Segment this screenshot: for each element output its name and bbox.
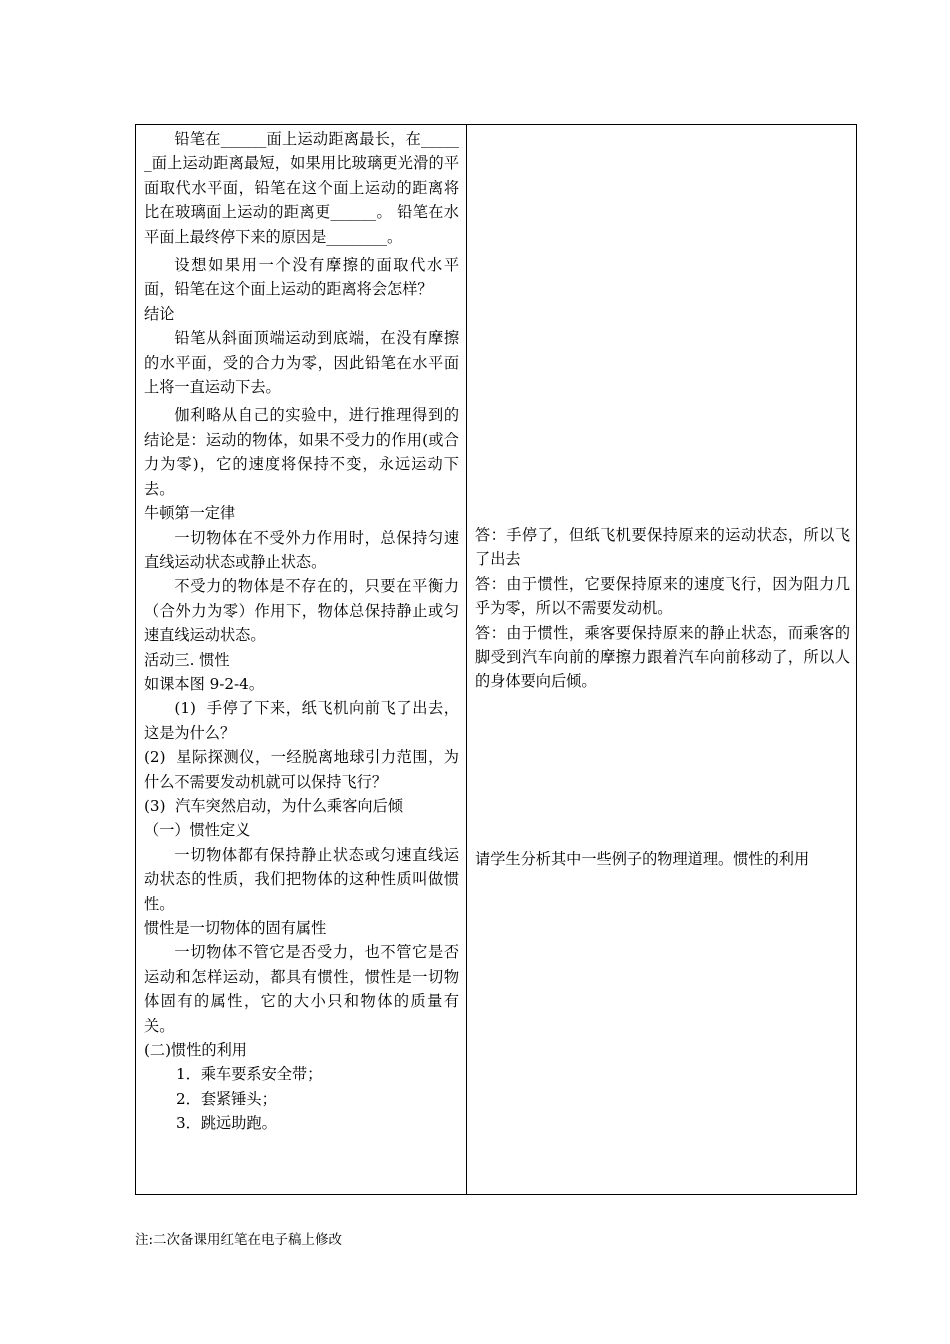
list-item: 3．跳远助跑。: [176, 1114, 277, 1133]
question-three: (3) 汽车突然启动，为什么乘客向后倾: [144, 796, 403, 815]
heading-inertia-definition: （一）惯性定义: [144, 821, 251, 840]
heading-conclusion: 结论: [144, 304, 175, 323]
newton-law-paragraph: 一切物体在不受外力作用时，总保持匀速直线运动状态或静止状态。: [144, 528, 459, 571]
question-paragraph: 设想如果用一个没有摩擦的面取代水平面，铅笔在这个面上运动的距离将会怎样？: [144, 256, 459, 299]
fill-blank-paragraph: 铅笔在______面上运动距离最长，在______面上运动距离最短，如果用比玻璃更光滑的平面取代水平面，铅笔在这个面上运动的距离将比在玻璃面上运动的距离更______。 铅笔在水平面上最终停下来的原因是________。: [144, 130, 459, 246]
heading-inertia-use: (二)惯性的利用: [144, 1041, 247, 1060]
right-column: [467, 125, 856, 1194]
teacher-note: 请学生分析其中一些例子的物理道理。惯性的利用: [475, 850, 810, 868]
heading-activity-three: 活动三. 惯性: [144, 650, 230, 669]
balance-force-paragraph: 不受力的物体是不存在的，只要在平衡力（合外力为零）作用下，物体总保持静止或匀速直线运动状态。: [144, 577, 459, 645]
answer-three: 答：由于惯性，乘客要保持原来的静止状态，而乘客的脚受到汽车向前的摩擦力跟着汽车向前移动了，所以人的身体要向后倾。: [475, 623, 850, 691]
inertia-definition-paragraph: 一切物体都有保持静止状态或匀速直线运动状态的性质，我们把物体的这种性质叫做惯性。: [144, 845, 459, 913]
answer-one: 答：手停了，但纸飞机要保持原来的运动状态，所以飞了出去: [475, 526, 850, 569]
teacher-note-block: [475, 847, 850, 871]
lesson-table: [135, 124, 857, 1195]
heading-inertia-property: 惯性是一切物体的固有属性: [144, 919, 327, 937]
answer-two: 答：由于惯性，它要保持原来的速度飞行，因为阻力几乎为零，所以不需要发动机。: [475, 574, 850, 618]
question-one: (1) 手停了下来，纸飞机向前飞了出去，这是为什么？: [144, 699, 459, 742]
conclusion-paragraph: 铅笔从斜面顶端运动到底端，在没有摩擦的水平面，受的合力为零，因此铅笔在水平面上将一直运动下去。: [144, 329, 459, 397]
left-column: [136, 125, 467, 1194]
answers-block: [475, 523, 850, 694]
question-two: (2) 星际探测仪，一经脱离地球引力范围，为什么不需要发动机就可以保持飞行？: [144, 748, 459, 791]
heading-newton-first-law: 牛顿第一定律: [144, 504, 236, 523]
inertia-property-paragraph: 一切物体不管它是否受力，也不管它是否运动和怎样运动，都具有惯性，惯性是一切物体固有的属性，它的大小只和物体的质量有关。: [144, 943, 459, 1035]
figure-reference: 如课本图 9-2-4。: [144, 674, 265, 693]
footer-note: 注:二次备课用红笔在电子稿上修改: [135, 1232, 343, 1248]
list-item: 1．乘车要系安全带；: [176, 1065, 323, 1084]
list-item: 2．套紧锤头；: [176, 1089, 277, 1108]
galileo-paragraph: 伽利略从自己的实验中，进行推理得到的结论是：运动的物体，如果不受力的作用(或合力为零)，它的速度将保持不变，永远运动下去。: [144, 406, 459, 498]
